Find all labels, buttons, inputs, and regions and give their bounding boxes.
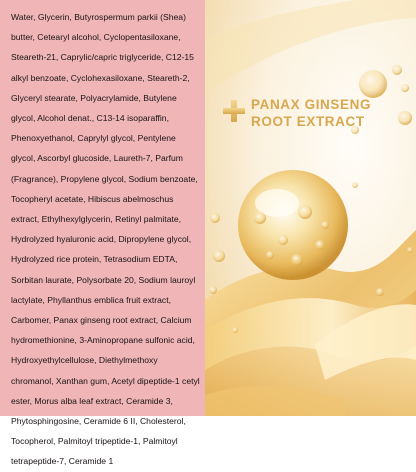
ingredients-panel <box>0 0 205 467</box>
ingredient-headline <box>223 96 371 130</box>
ingredients-list-text: Water, Glycerin, Butyrospermum parkii (Shea) butter, Cetearyl alcohol, Cyclopentasiloxane, Steareth-21, Caprylic/capric triglyceride, C12-15 alkyl benzoate, Cyclohexasiloxane, Steareth-2, Glyceryl stearate, Polyacrylamide, Butylene glycol, Alcohol denat., C13-14 isoparaffin, Phenoxyethanol, Caprylyl glycol, Pentylene glycol, Ascorbyl glucoside, Laureth-7, Parfum (Fragrance), Propylene glycol, Sodium benzoate, Tocopheryl acetate, Hibiscus abelmoschus extract, Ethylhexylglycerin, Retinyl palmitate, Hydrolyzed hyaluronic acid, Dipropylene glycol, Hydrolyzed rice protein, Tetrasodium EDTA, Sorbitan laurate, Polysorbate 20, Sodium lauroyl lactylate, Phyllanthus emblica fruit extract, Carbomer, Panax ginseng root extract, Calcium hydromethionine, 3-Aminopropane sulfonic acid, Hydroxyethylcellulose, Diethylmethoxy chromanol, Xanthan gum, Acetyl dipeptide-1 cetyl ester, Morus alba leaf extract, Ceramide 3, Phytosphingosine, Ceramide 6 II, Cholesterol, Tocopherol, Palmitoyl tripeptide-1, Palmitoyl tetrapeptide-7, Ceramide 1 <box>11 12 200 467</box>
headline-line-2: ROOT EXTRACT <box>251 114 365 129</box>
ginseng-visual-panel <box>205 0 416 416</box>
plus-icon <box>223 100 245 122</box>
headline-line-1: PANAX GINSENG <box>251 97 372 112</box>
golden-serum-illustration <box>205 0 416 416</box>
